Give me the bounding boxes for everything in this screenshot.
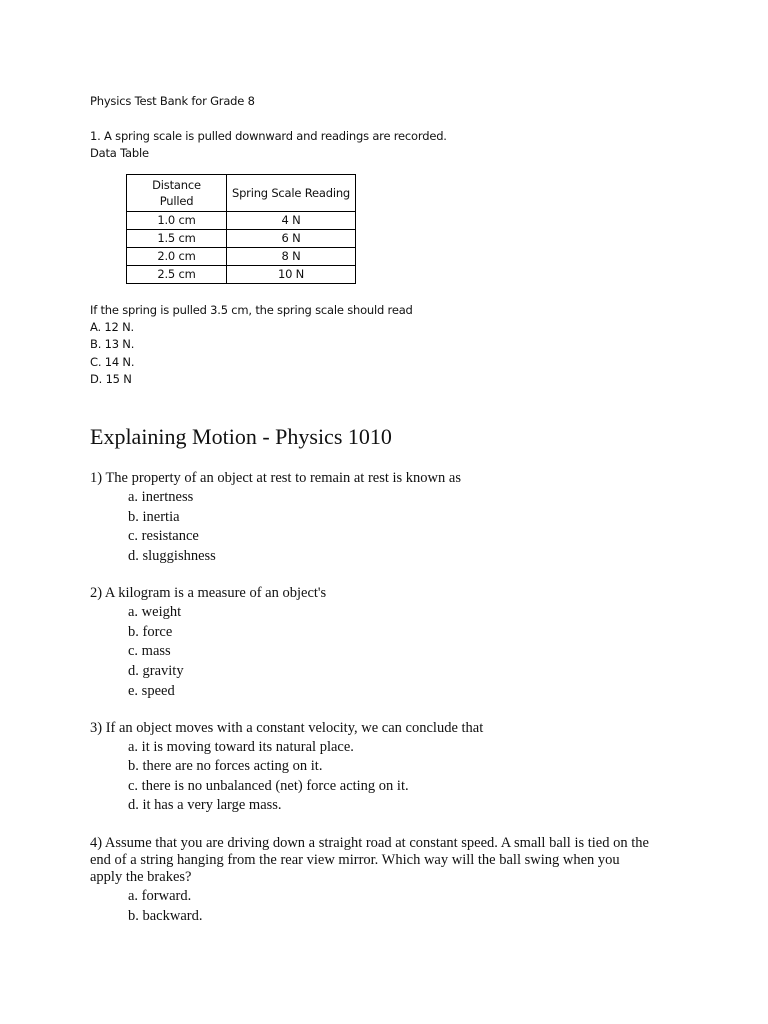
header-line: Spring Scale Reading [231, 186, 351, 200]
answer-option: a. inertness [128, 489, 194, 505]
table-cell: 6 N [227, 230, 356, 248]
section-title: Explaining Motion - Physics 1010 [90, 424, 392, 449]
answer-option: c. mass [128, 643, 171, 659]
table-cell: 10 N [227, 266, 356, 284]
answer-option: b. backward. [128, 908, 203, 924]
question-text: 2) A kilogram is a measure of an object's [90, 585, 327, 601]
answer-option: a. forward. [128, 888, 192, 904]
table-cell: 1.5 cm [127, 230, 227, 248]
answer-option: e. speed [128, 683, 175, 699]
question-text: apply the brakes? [90, 869, 192, 885]
header-line: Distance [152, 178, 201, 192]
question-1-prompt: If the spring is pulled 3.5 cm, the spring scale should read [90, 303, 413, 317]
column-header-reading [227, 175, 356, 212]
answer-option: d. gravity [128, 663, 184, 679]
table-header-row [127, 175, 356, 212]
answer-option: A. 12 N. [90, 320, 134, 334]
column-header-distance [127, 175, 227, 212]
answer-option: d. sluggishness [128, 548, 216, 564]
answer-option: B. 13 N. [90, 337, 135, 351]
table-cell: 8 N [227, 248, 356, 266]
question-1-text: 1. A spring scale is pulled downward and readings are recorded. [90, 129, 447, 143]
answer-option: d. it has a very large mass. [128, 797, 282, 813]
question-text: 4) Assume that you are driving down a straight road at constant speed. A small ball is tied on the [90, 835, 649, 851]
question-text: 1) The property of an object at rest to remain at rest is known as [90, 470, 461, 486]
table-row [127, 212, 356, 230]
table-row [127, 230, 356, 248]
answer-option: a. weight [128, 604, 182, 620]
table-cell: 2.0 cm [127, 248, 227, 266]
header-line: Pulled [159, 194, 194, 208]
answer-option: b. force [128, 624, 173, 640]
question-text: 3) If an object moves with a constant velocity, we can conclude that [90, 720, 484, 736]
table-row [127, 248, 356, 266]
answer-option: b. inertia [128, 509, 180, 525]
test-bank-title: Physics Test Bank for Grade 8 [90, 94, 255, 108]
answer-option: C. 14 N. [90, 355, 135, 369]
answer-option: c. resistance [128, 528, 199, 544]
table-cell: 1.0 cm [127, 212, 227, 230]
table-cell: 4 N [227, 212, 356, 230]
data-table-label: Data Table [90, 146, 149, 160]
table-cell: 2.5 cm [127, 266, 227, 284]
table-row [127, 266, 356, 284]
answer-option: D. 15 N [90, 372, 132, 386]
data-table [126, 174, 356, 284]
question-text: end of a string hanging from the rear view mirror. Which way will the ball swing when you [90, 852, 620, 868]
answer-option: c. there is no unbalanced (net) force acting on it. [128, 778, 409, 794]
answer-option: a. it is moving toward its natural place. [128, 739, 354, 755]
answer-option: b. there are no forces acting on it. [128, 758, 323, 774]
